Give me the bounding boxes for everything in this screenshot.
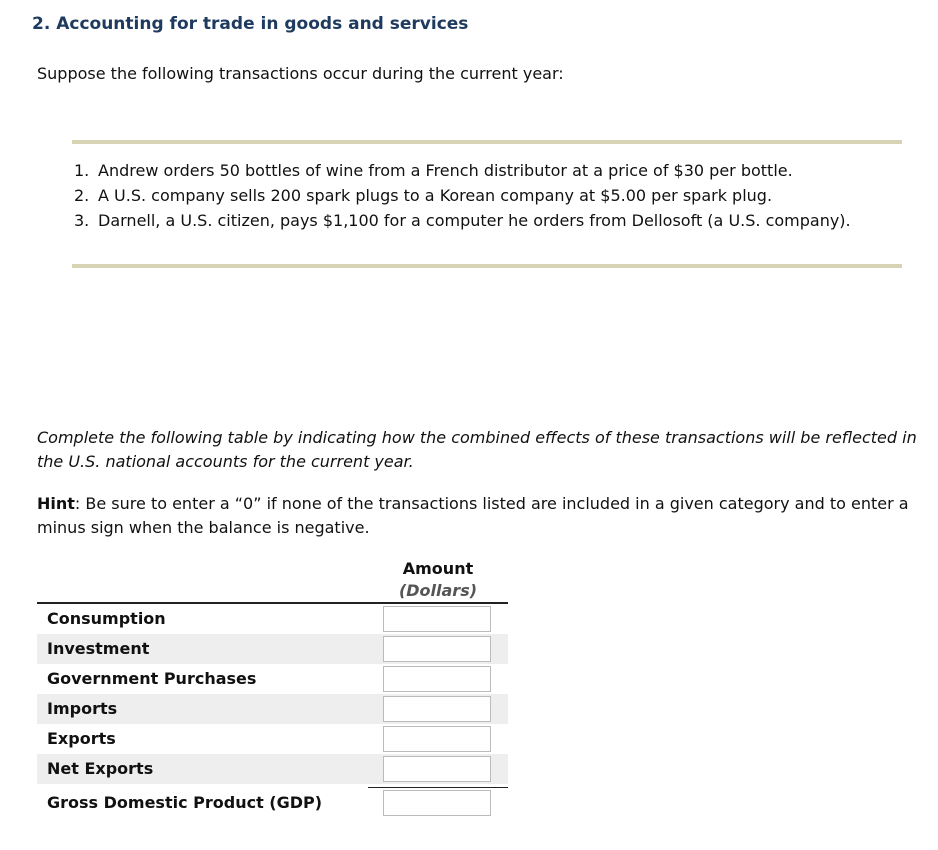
transaction-item xyxy=(72,208,902,233)
transaction-number: 1. xyxy=(74,161,90,180)
row-government-purchases xyxy=(37,664,508,694)
government-purchases-input[interactable] xyxy=(383,666,491,692)
transaction-text: A U.S. company sells 200 spark plugs to a Korean company at $5.00 per spark plug. xyxy=(98,186,773,205)
dollars-header: (Dollars) xyxy=(398,581,478,600)
imports-input[interactable] xyxy=(383,696,491,722)
investment-input[interactable] xyxy=(383,636,491,662)
consumption-input[interactable] xyxy=(383,606,491,632)
row-gdp xyxy=(37,788,508,818)
hint-body: : Be sure to enter a “0” if none of the transactions listed are included in a given category and to enter a minus sign when the balance is negative. xyxy=(37,494,909,537)
row-label: Consumption xyxy=(47,609,166,628)
transaction-item xyxy=(72,158,902,183)
net-exports-input[interactable] xyxy=(383,756,491,782)
row-label: Imports xyxy=(47,699,118,718)
exports-input[interactable] xyxy=(383,726,491,752)
transaction-number: 3. xyxy=(74,211,90,230)
row-label: Government Purchases xyxy=(47,669,257,688)
row-investment xyxy=(37,634,508,664)
row-label: Exports xyxy=(47,729,116,748)
row-label: Net Exports xyxy=(47,759,154,778)
row-label: Investment xyxy=(47,639,150,658)
row-net-exports xyxy=(37,754,508,784)
row-imports xyxy=(37,694,508,724)
transactions-list xyxy=(72,158,902,233)
row-consumption xyxy=(37,604,508,634)
row-label: Gross Domestic Product (GDP) xyxy=(47,793,323,812)
transactions-box xyxy=(72,140,902,268)
transaction-number: 2. xyxy=(74,186,90,205)
transaction-item xyxy=(72,183,902,208)
question-title: 2. Accounting for trade in goods and services xyxy=(32,14,469,34)
gdp-input[interactable] xyxy=(383,790,491,816)
transaction-text: Andrew orders 50 bottles of wine from a French distributor at a price of $30 per bottle. xyxy=(98,161,793,180)
hint-text xyxy=(37,492,932,540)
amount-column-header xyxy=(384,558,492,602)
amount-header: Amount xyxy=(402,559,474,578)
row-exports xyxy=(37,724,508,754)
table-instructions: Complete the following table by indicating how the combined effects of these transactions will be reflected in the U.S. national accounts for the current year. xyxy=(37,428,917,471)
transaction-text: Darnell, a U.S. citizen, pays $1,100 for a computer he orders from Dellosoft (a U.S. company). xyxy=(98,211,851,230)
intro-text: Suppose the following transactions occur during the current year: xyxy=(37,64,564,83)
hint-label: Hint xyxy=(37,494,75,513)
